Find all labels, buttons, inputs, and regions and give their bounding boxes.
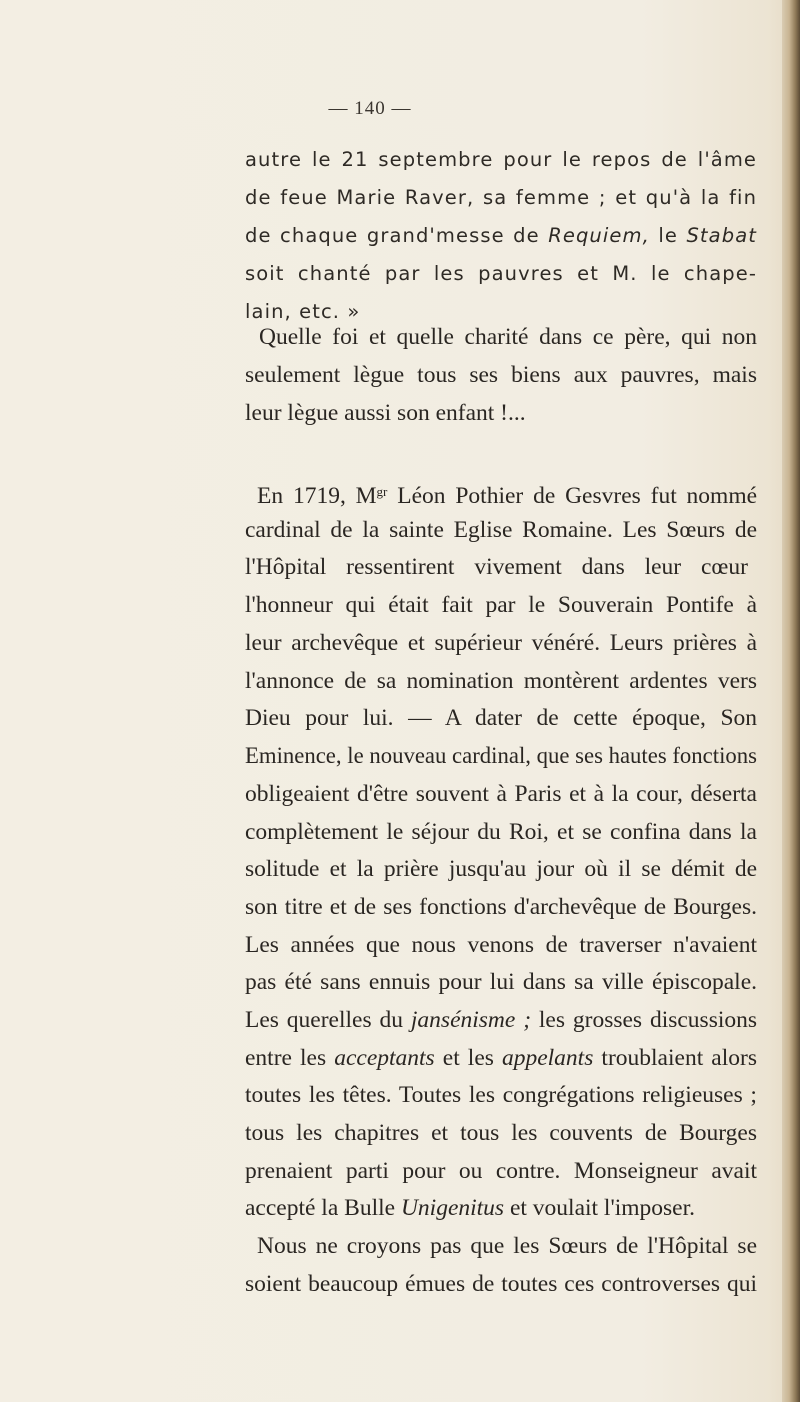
text-run: lain, etc. » [245, 300, 361, 323]
text-line [257, 1231, 757, 1261]
text-line [245, 360, 757, 390]
text-run: les grosses discussions [531, 1007, 758, 1033]
italic-term: Unigenitus [400, 1195, 505, 1221]
text-run: tous les chapitres et tous les couvents de Bourges [245, 1120, 757, 1146]
text-run: l'annonce de sa nomination montèrent ardentes vers [245, 668, 757, 694]
text-run: l'Hôpital ressentirent vivement dans leur cœur [245, 554, 748, 580]
text-line [245, 779, 757, 809]
text-line [259, 322, 757, 352]
text-run: le [649, 224, 687, 247]
superscript: gr [376, 484, 388, 499]
text-run: Les années que nous venons de traverser n'avaient [245, 932, 757, 958]
text-run: son titre et de ses fonctions d'archevêque de Bourges. [245, 894, 757, 920]
text-run: En 1719, M [257, 483, 377, 509]
text-line [245, 628, 757, 658]
text-run: accepté la Bulle [245, 1195, 401, 1221]
text-run: soit chanté par les pauvres et M. le chape- [245, 262, 757, 285]
text-run: leur archevêque et supérieur vénéré. Leurs prières à [245, 630, 757, 656]
text-line [245, 1269, 757, 1299]
page-edge-shadow [782, 0, 800, 1402]
page-number: — 140 — [328, 98, 412, 119]
text-line [245, 259, 757, 289]
text-run: Les querelles du [245, 1007, 411, 1033]
text-run: Dieu pour lui. — A dater de cette époque, Son [245, 705, 758, 731]
italic-term: acceptants [334, 1045, 435, 1071]
text-line [245, 930, 757, 960]
text-run: leur lègue aussi son enfant !... [245, 400, 526, 426]
text-run: Eminence, le nouveau cardinal, que ses hautes fonctions [245, 743, 757, 769]
text-line [245, 221, 757, 251]
text-run: soient beaucoup émues de toutes ces controverses qui [245, 1271, 758, 1297]
text-line [245, 590, 757, 620]
text-run: complètement le séjour du Roi, et se confina dans la [245, 819, 757, 845]
text-line [245, 967, 757, 997]
text-line [245, 1118, 757, 1148]
text-run: Nous ne croyons pas que les Sœurs de l'Hôpital se [257, 1233, 758, 1259]
italic-term: Requiem, [548, 224, 650, 247]
text-line [245, 1193, 695, 1223]
text-line [245, 703, 757, 733]
text-run: prenaient parti pour ou contre. Monseigneur avait [245, 1158, 758, 1184]
text-line [245, 1156, 757, 1186]
text-line [245, 515, 757, 545]
text-line [245, 741, 757, 771]
text-run: Quelle foi et quelle charité dans ce père, qui non [259, 324, 758, 350]
text-line [245, 183, 757, 213]
text-run: et les [434, 1045, 502, 1071]
text-line [245, 552, 748, 582]
text-line [245, 892, 757, 922]
text-line [245, 1043, 757, 1073]
text-run: de chaque grand'messe de [245, 224, 549, 247]
text-line [245, 398, 526, 428]
text-run: pas été sans ennuis pour lui dans sa ville épiscopale. [245, 969, 758, 995]
text-line [245, 666, 757, 696]
text-run: Léon Pothier de Gesvres fut nommé [387, 483, 758, 509]
text-run: toutes les têtes. Toutes les congrégations religieuses ; [245, 1082, 757, 1108]
italic-term: jansénisme ; [410, 1007, 532, 1033]
italic-term: appelants [501, 1045, 594, 1071]
text-run: l'honneur qui était fait par le Souverain Pontife à [245, 592, 758, 618]
text-line [245, 854, 757, 884]
text-line [245, 817, 757, 847]
text-line [245, 145, 757, 175]
text-run: autre le 21 septembre pour le repos de l'âme [245, 148, 758, 171]
text-line [257, 477, 757, 511]
text-run: entre les [245, 1045, 335, 1071]
text-run: obligeaient d'être souvent à Paris et à la cour, déserta [245, 781, 757, 807]
text-run: troublaient alors [593, 1045, 757, 1071]
text-run: cardinal de la sainte Eglise Romaine. Les Sœurs de [245, 517, 757, 543]
text-run: et voulait l'imposer. [504, 1195, 695, 1221]
text-line [245, 1005, 757, 1035]
text-run: de feue Marie Raver, sa femme ; et qu'à la fin [245, 186, 758, 209]
text-run: solitude et la prière jusqu'au jour où il se démit de [245, 856, 757, 882]
text-line [245, 1080, 757, 1110]
italic-term: Stabat [686, 224, 757, 247]
text-run: seulement lègue tous ses biens aux pauvres, mais [245, 362, 757, 388]
